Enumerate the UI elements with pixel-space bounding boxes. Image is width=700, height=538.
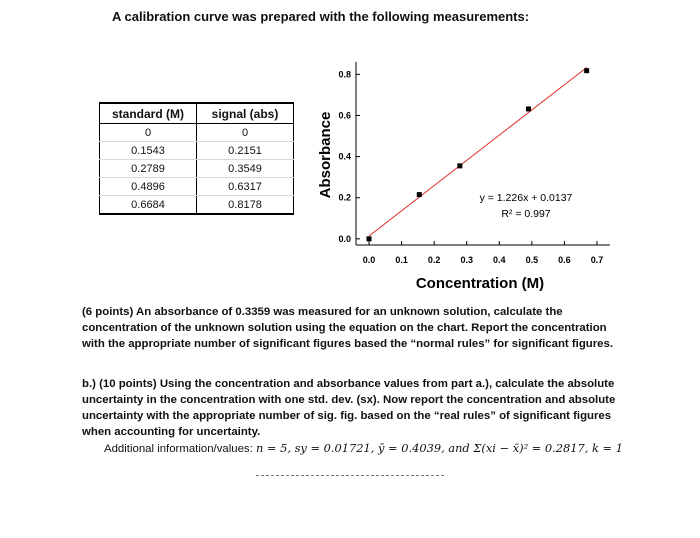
- x-tick-label: 0.4: [493, 255, 506, 265]
- cell-standard: 0.2789: [100, 160, 197, 178]
- table-row: [100, 124, 294, 142]
- x-tick-label: 0.3: [460, 255, 473, 265]
- x-axis-title: Concentration (M): [415, 275, 545, 292]
- column-header-standard: standard (M): [100, 103, 197, 124]
- cell-standard: 0.1543: [100, 142, 197, 160]
- x-tick-label: 0.1: [395, 255, 408, 265]
- answer-line: [256, 475, 444, 476]
- cell-signal: 0.3549: [197, 160, 294, 178]
- data-point: [367, 236, 372, 241]
- x-tick-label: 0.2: [427, 255, 441, 265]
- additional-info-label: Additional information/values:: [104, 443, 253, 455]
- question-a: (6 points) An absorbance of 0.3359 was measured for an unknown solution, calculate the concentration of the unknown solution using the equation on the chart. Report the concentration with the appropriate number of significant figures based the “normal rules” for significant figures.: [82, 306, 613, 350]
- data-point: [457, 163, 462, 168]
- y-tick-label: 0.0: [338, 233, 351, 244]
- y-tick-label: 0.6: [338, 110, 351, 121]
- fit-r-squared: R² = 0.997: [501, 208, 551, 220]
- y-axis-title: Absorbance: [317, 111, 334, 199]
- y-tick-label: 0.8: [338, 69, 351, 80]
- question-b: b.) (10 points) Using the concentration and absorbance values from part a.), calculate the absolute uncertainty in the concentration with one std. dev. (sx). Now report the concentration and absolute uncertainty with the appropriate number of sig. fig. based on the “real rules” of significant figures when accounting for uncertainty.: [82, 378, 616, 438]
- cell-signal: 0: [197, 124, 294, 142]
- data-point: [526, 106, 531, 111]
- additional-info: [104, 441, 623, 455]
- table-row: [100, 178, 294, 196]
- cell-signal: 0.2151: [197, 142, 294, 160]
- cell-signal: 0.6317: [197, 178, 294, 196]
- column-header-signal: signal (abs): [197, 103, 294, 124]
- fit-equation: y = 1.226x + 0.0137: [479, 192, 573, 204]
- cell-standard: 0.4896: [100, 178, 197, 196]
- table-row: [100, 142, 294, 160]
- y-tick-label: 0.4: [338, 151, 351, 162]
- table-row: [100, 196, 294, 215]
- y-tick-label: 0.2: [338, 192, 351, 203]
- calibration-table: [99, 102, 294, 215]
- intro-text: A calibration curve was prepared with the following measurements:: [112, 9, 530, 24]
- x-tick-label: 0.5: [525, 255, 539, 265]
- calibration-chart: [310, 60, 610, 298]
- additional-info-values: n = 5, sy = 0.01721, ȳ = 0.4039, and Σ(xi − x̄)² = 0.2817, k = 1: [255, 441, 623, 455]
- data-point: [417, 192, 422, 197]
- x-tick-label: 0.0: [362, 255, 376, 265]
- table-row: [100, 160, 294, 178]
- data-point: [584, 68, 589, 73]
- cell-standard: 0.6684: [100, 196, 197, 215]
- fit-line: [369, 68, 587, 236]
- x-tick-label: 0.7: [590, 255, 604, 265]
- x-tick-label: 0.6: [558, 255, 571, 265]
- cell-standard: 0: [100, 124, 197, 142]
- cell-signal: 0.8178: [197, 196, 294, 215]
